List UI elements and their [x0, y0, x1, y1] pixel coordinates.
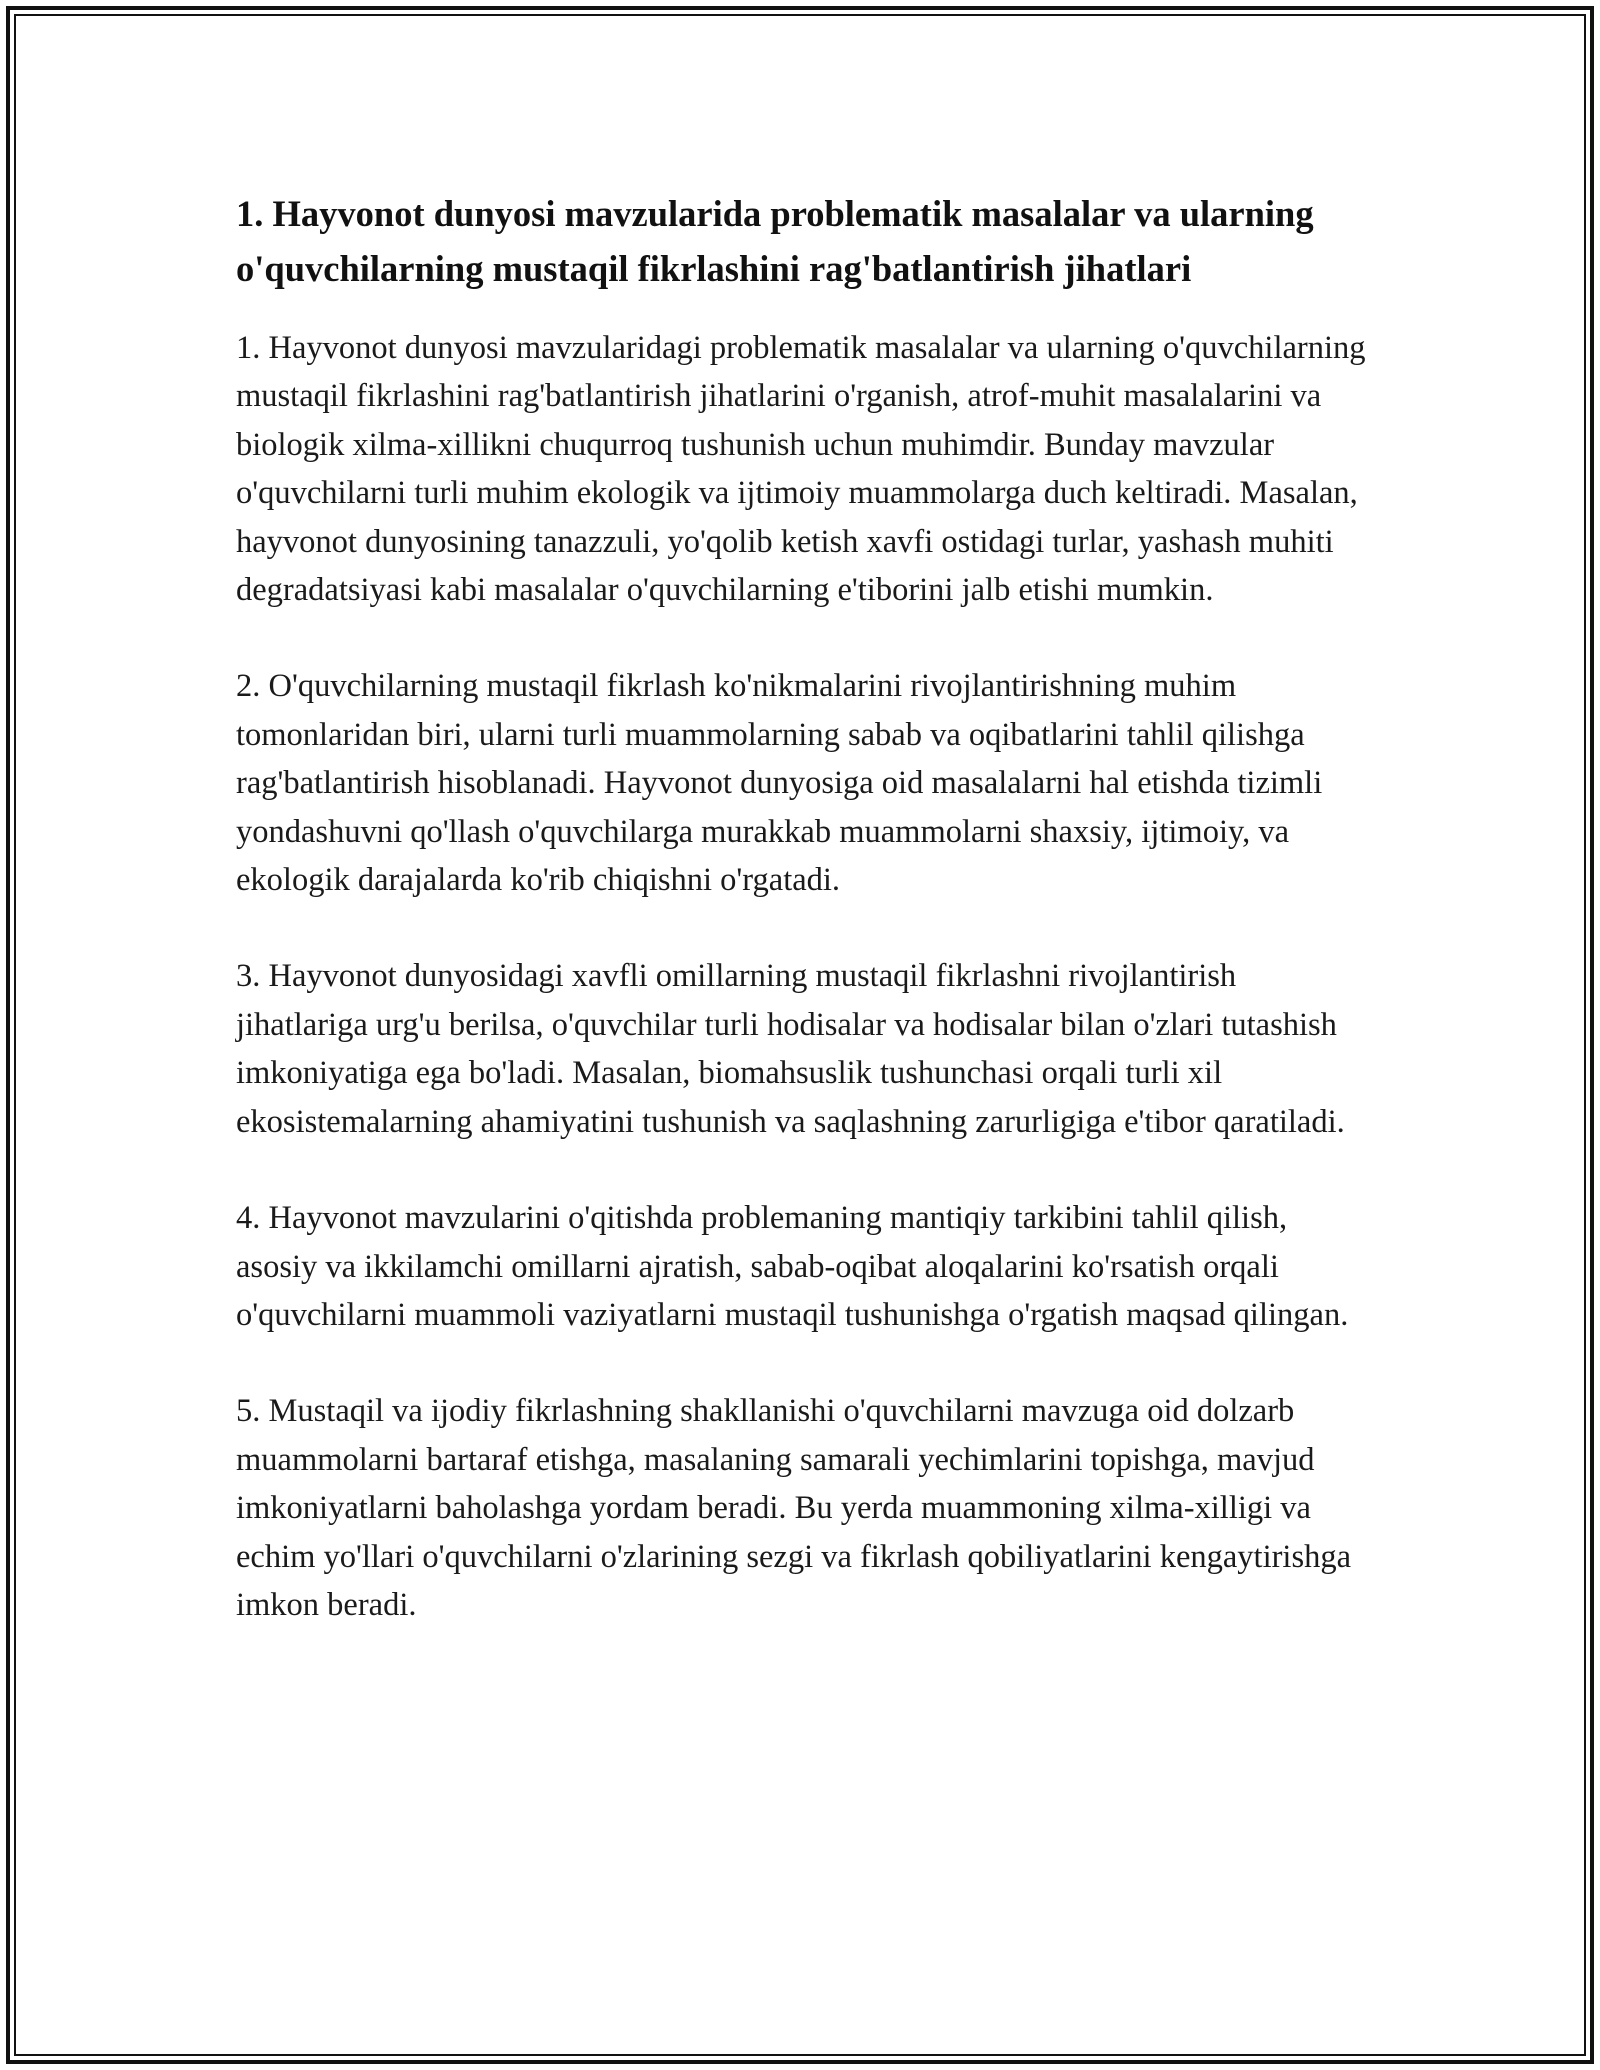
paragraph-list	[236, 324, 1376, 1629]
paragraph-3: 3. Hayvonot dunyosidagi xavfli omillarning mustaqil fikrlashni rivojlantirish jihatlariga urg'u berilsa, o'quvchilar turli hodisalar va hodisalar bilan o'zlari tutashish imkoniyatiga ega bo'ladi. Masalan, biomahsuslik tushunchasi orqali turli xil ekosistemalarning ahamiyatini tushunish va saqlashning zarurligiga e'tibor qaratiladi.	[236, 958, 1345, 1140]
paragraph-2: 2. O'quvchilarning mustaqil fikrlash ko'nikmalarini rivojlantirishning muhim tomonlaridan biri, ularni turli muammolarning sabab va oqibatlarini tahlil qilishga rag'batlantirish hisoblanadi. Hayvonot dunyosiga oid masalalarni hal etishda tizimli yondashuvni qo'llash o'quvchilarga murakkab muammolarni shaxsiy, ijtimoiy, va ekologik darajalarda ko'rib chiqishni o'rgatadi.	[236, 668, 1323, 899]
paragraph-1: 1. Hayvonot dunyosi mavzularidagi problematik masalalar va ularning o'quvchilarning mustaqil fikrlashini rag'batlantirish jihatlarini o'rganish, atrof-muhit masalalarini va biologik xilma-xillikni chuqurroq tushunish uchun muhimdir. Bunday mavzular o'quvchilarni turli muhim ekologik va ijtimoiy muammolarga duch keltiradi. Masalan, hayvonot dunyosining tanazzuli, yo'qolib ketish xavfi ostidagi turlar, yashash muhiti degradatsiyasi kabi masalalar o'quvchilarning e'tiborini jalb etishi mumkin.	[236, 330, 1366, 609]
paragraph-4: 4. Hayvonot mavzularini o'qitishda problemaning mantiqiy tarkibini tahlil qilish, asosiy va ikkilamchi omillarni ajratish, sabab-oqibat aloqalarini ko'rsatish orqali o'quvchilarni muammoli vaziyatlarni mustaqil tushunishga o'rgatish maqsad qilingan.	[236, 1200, 1349, 1333]
document-title: 1. Hayvonot dunyosi mavzularida problematik masalalar va ularning o'quvchilarning mustaqil fikrlashini rag'batlantirish jihatlari	[236, 193, 1314, 289]
paragraph-5: 5. Mustaqil va ijodiy fikrlashning shakllanishi o'quvchilarni mavzuga oid dolzarb muammolarni bartaraf etishga, masalaning samarali yechimlarini topishga, mavjud imkoniyatlarni baholashga yordam beradi. Bu yerda muammoning xilma-xilligi va echim yo'llari o'quvchilarni o'zlarining sezgi va fikrlash qobiliyatlarini kengaytirishga imkon beradi.	[236, 1393, 1352, 1623]
document-body	[236, 186, 1376, 1629]
